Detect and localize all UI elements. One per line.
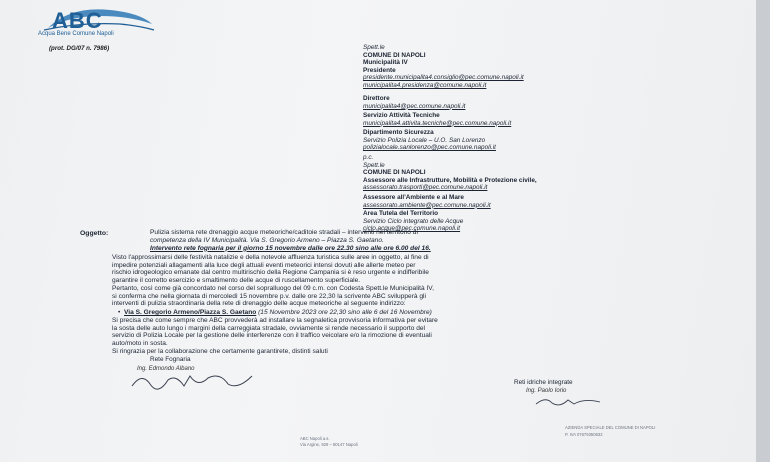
subject-line-bold: Intervento rete fognaria per il giorno 15 novembre dalle ore 22.30 sino alle ore 6.00 del 16. [150,244,431,252]
recipient-line: Assessore all'Ambiente e al Mare [363,194,464,201]
protocol-number: (prot. DG/07 n. 7986) [49,45,110,52]
recipient-line: Municipalità IV [363,59,408,67]
bullet-dot: • [118,309,124,316]
body-line: Si precisa che come sempre che ABC provvederà ad installare la segnaletica provvisoria informativa per evitare [112,317,438,324]
recipient-block-assessore-ambiente [363,194,491,209]
body-line: impedire potenziali allagamenti alla luce degli attuali eventi meteorici intensi dovuti alle allerte meteo per [112,261,416,269]
bullet-detail: (15 Novembre 2023 ore 22,30 sino alle 6 del 16 Novembre) [256,309,432,316]
recipient-email: assessorato.ambiente@pec.comune.napoli.it [363,201,491,209]
recipient-line: Servizio Polizia Locale – U.O. San Lorenzo [363,136,486,144]
recipient-line: Direttore [363,95,390,102]
recipient-line: Area Tutela del Territorio [363,210,439,217]
recipient-line: COMUNE DI NAPOLI [363,169,426,177]
signature-left-name: Ing. Edmondo Albano [137,366,195,372]
recipient-block-presidente [363,44,524,90]
signature-right-title: Reti idriche integrate [514,379,573,386]
body-line: la sosta delle auto lungo i margini della carreggiata stradale, ovviamente si rende necessario il supporto del [112,324,426,332]
recipient-line: p.c. [363,154,374,161]
body-paragraph-2 [112,317,726,356]
body-paragraph [112,254,726,308]
recipient-email: presidente.municipalita4.consiglio@pec.comune.napoli.it [363,74,524,82]
body-line: garantire il corretto esercizio e smaltimento delle acque di ruscellamento superficiale. [112,277,361,285]
recipient-email: assessorato.trasporti@pec.comune.napoli.it [363,184,488,192]
subject-line: Pulizia sistema rete drenaggio acque meteoriche/caditoie stradali – interventi nel territorio di [150,229,418,236]
body-line: servizio di Polizia Locale per la gestione delle interferenze con il traffico veicolare e/o la rimozione di eventuali [112,332,432,340]
recipient-line: Servizio Attività Tecniche [363,112,440,119]
recipient-line: Presidente [363,66,396,74]
recipient-line: Servizio Ciclo integrato delle Acque [363,217,464,225]
signature-right-scribble [534,394,604,408]
address-bullet [118,309,732,317]
logo-text: ABC [52,8,103,33]
recipient-email: municipalita4.presidenza@comune.napoli.it [363,81,487,89]
recipient-block-sicurezza [363,129,496,152]
recipient-line: Spett.le [363,161,385,169]
logo-subtitle: Acqua Bene Comune Napoli [38,31,114,37]
body-line: Pertanto, così come già concordato nel corso del sopralluogo del 09 c.m. con Codesta Spett.le Municipalità IV, [112,284,434,292]
footer-col-3: AZIENDA SPECIALE DEL COMUNE DI NAPOLI [565,425,656,430]
body-line: si conferma che nella giornata di mercoledì 15 novembre p.v. dalle ore 22,30 la scrivente ABC svilupperà gli [112,292,426,300]
recipient-email: polizialocale.sanlorenzo@pec.comune.napoli.it [363,144,496,152]
recipient-block-direttore [363,95,465,110]
recipient-line: Spett.le [363,44,385,51]
recipient-block-servizio-tecnico [363,112,511,127]
recipient-email: municipalita4.attivita.tecniche@pec.comune.napoli.it [363,119,512,127]
body-line: interventi di pulizia straordinaria della rete di drenaggio delle acque meteoriche al seguente indirizzo: [112,300,406,308]
subject-text [150,229,720,252]
recipient-email: municipalita4@pec.comune.napoli.it [363,102,466,110]
footer-col-1: ABC Napoli a.s. [300,436,330,441]
recipient-block-assessore-infrastrutture [363,154,537,192]
recipient-line: COMUNE DI NAPOLI [363,51,426,59]
page-edge [756,0,770,462]
body-line: rischio idrogeologico emanate dal centro multirischio della Regione Campania si è reso urgente e indifferibile [112,269,429,277]
footer-col-2: Via Argine, 929 – 80147 Napoli [300,442,358,447]
letter-footer [0,420,770,462]
body-line: Si ringrazia per la collaborazione che certamente garantirete, distinti saluti [112,347,328,355]
body-line: auto/moto in sosta. [112,340,168,348]
footer-col-4: P. IVA 07679350632 [565,432,603,437]
signature-right-name: Ing. Paolo Iorio [526,388,567,394]
recipient-email: ciclo.acque@pec.comune.napoli.it [363,225,461,233]
subject-line: competenza della IV Municipalità. Via S. Gregorio Armeno – Piazza S. Gaetano. [150,236,384,244]
subject-label: Oggetto: [80,230,109,237]
bullet-street: Via S. Gregorio Armeno/Piazza S. Gaetano [123,309,257,316]
signature-left-title: Rete Fognaria [150,356,191,363]
body-line: Visto l'approssimarsi delle festività natalizie e della notevole affluenza turistica sulle aree in oggetto, al fine di [112,254,429,261]
recipient-line: Assessore alle Infrastrutture, Mobilità e Protezione civile, [363,176,537,184]
signature-left-scribble [128,368,268,394]
recipient-line: Dipartimento Sicurezza [363,129,434,136]
